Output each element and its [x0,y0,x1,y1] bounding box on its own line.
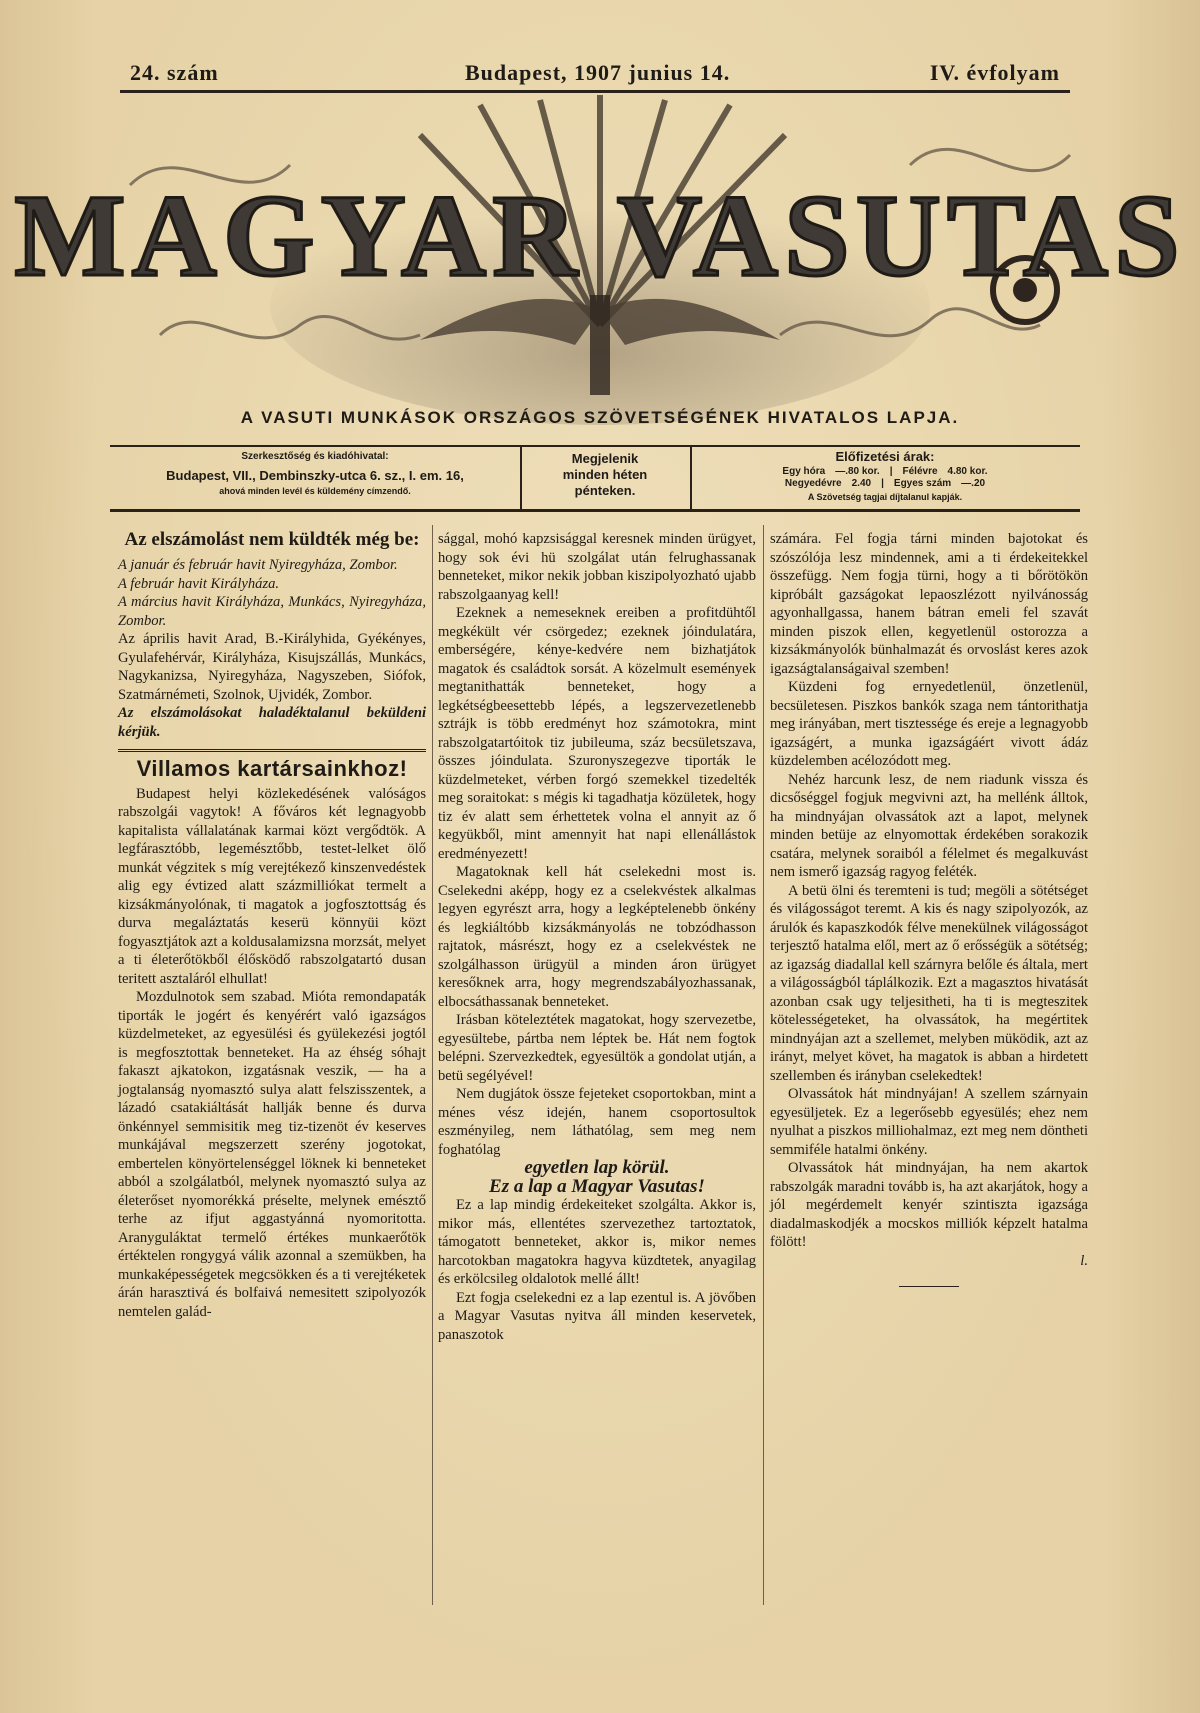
info-bar [110,445,1080,512]
issue-number: 24. szám [130,60,219,85]
editorial-address: Budapest, VII., Dembinszky-utca 6. sz., I. em. 16, [166,468,464,483]
prices-table [690,466,1080,490]
editorial-office [110,447,522,509]
end-rule [899,1286,959,1287]
notice-footer: Az elszámolásokat haladéktalanul beküldeni kérjük. [118,705,426,740]
article-banner: Ez a lap a Magyar Vasutas! [489,1175,705,1197]
article-paragraph: Nehéz harcunk lesz, de nem riadunk vissza és dicsőséggel fogjuk megvivni azt, ha mellénk álltok, ha mindnyájan olvassátok azt a lapot, melynek minden betüje az elnyomottak érdekében sorakozik csatára, melynek soraiból a félelmet és megalkuvást nem ismerő igazság ragyog feléték. [770,771,1088,880]
price-value: 4.80 kor. [947,466,988,477]
article-paragraph: Budapest helyi közlekedésének valóságos rabszolgái vagytok! A főváros két legnagyobb kapitalista vállalatának karmai közt vergődtök. A legfárasztóbb, legemésztőbb, testet-lelket ölő munkát végzitek s míg verejtékező kinszenvedéstek alig egy évtized alatt százmilliókat termelt a kizsákmányolónak, ti magatok a jogfosztottság és durva megaláztatás keserü könnyüi közt fogyasztjátok azt a koldusalamizsna morzsát, melyet a ti életerőtökből élősködő rabszolgatartó dusan teritett asztaláról elhullat! [118,785,426,987]
article-paragraph: Magatoknak kell hát cselekedni most is. Cselekedni aképp, hogy ez a cselekvéstek alkalmas legyen egyrészt arra, hogy a legképtelenebb önkény és legkiáltóbb kizsákmányolás ne tobzódhasson rajtatok, másrészt, hogy ez a cselekvéstek ne szolgálhasson ürügyül a minden áron ürügyet keresőknek arra, hogy megrendszabályozhassanak, elbocsáthassanak benneteket. [438,864,756,1010]
notice-item: A február havit Királyháza. [118,575,280,592]
article-paragraph: Mozdulnotok sem szabad. Mióta remondapaták tiporták le jogért és kenyérért való igazságos küzdelmeteket, az egyesülési és gyülekezési jogtól is megfosztottak benneteket. Ha az éhség sóhajt fakaszt ajkatokon, izgatásnak veszik, — ha a jogtalanság nyomasztó sulya alatt felszisszentek, a lázadó csatakiáltását hallják benne és durva önkénnyel semmisitik meg tiz-tizenöt év keserves munkájával megszerzett szerény jogotokat, embertelen könyörtelenséggel löknek ki benneteket abból a szolgálatból, melynek nyomasztó sulya az életerőset nyomorékká préselte, melynek emésztő terhe az ifjut aggastyánná nyomoritotta. Aranyguláktat termelő értékes munkaerőtök értéktelen rongygyá válik azonnal a szemükben, ha munkaképességetek megcsökken és a ti verejtéketek árán harasztivá és bolfaivá nemesitett szipolyozók nemtelen galád- [118,989,426,1320]
column-2 [438,530,756,1344]
article-banner: egyetlen lap körül. [524,1157,670,1178]
appears-line-2: minden héten [562,467,648,482]
article-paragraph: Ez a lap mindig érdekeiteket szolgálta. Akkor is, mikor más, ellentétes szervezethez tartoztatok, támogatott benneteket, akkor is, mikor nemes harcotokban magatokra hagyva küzdtetek, anyagilag és erkölcsileg oldalotok mellé állt! [438,1197,756,1287]
price-row-2: Negyedévre 2.40 | Egyes szám —.20 [784,478,986,489]
article-paragraph: Küzdeni fog ernyedetlenül, önzetlenül, becsületesen. Piszkos bankók szaga nem tántorithatja meg irányában, mert tisztessége és ereje a legnagyobb igazságért, a munka igazságáért vivott ádáz küzdelemben acélozódott meg. [770,679,1088,769]
article-paragraph: számára. Fel fogja tárni minden bajotokat és szószólója lesz mindennek, ami a ti érdekeitekkel összefügg. Nem fogja türni, hogy a ti bőrötökön kipróbált gazságokat lepaoszlézott nyilvánosság agyonhallgassa, hanem bátran emeli fel szavát minden piszok ellen, kegyetlenül ostorozza a kizsákmányolók bünhalmazát és orvoslást keres azok igazságtalanságaival szemben! [770,531,1088,677]
notice-item: Az április havit Arad, B.-Királyhida, Gyékényes, Gyulafehérvár, Királyháza, Kisujszállás, Munkács, Nagykanizsa, Nyiregyháza, Nagyszeben, Siófok, Szatmárnémeti, Szolnok, Ujvidék, Zombor. [118,631,426,703]
price-label: Félévre [902,466,938,477]
column-1 [118,530,426,1321]
article-paragraph: Olvassátok hát mindnyájan, ha nem akartok rabszolgák maradni tovább is, ha azt akarjátok, hogy a jól megérdemelt kenyér szintiszta igazsága diadalmaskodjék a mocskos milliók képzelt hatalma fölött! [770,1160,1088,1250]
column-divider [763,525,764,1605]
column-divider [432,525,433,1605]
price-value: —.20 [961,478,986,489]
article-paragraph: Ezeknek a nemeseknek ereiben a profitdühtől megkékült vér csörgedez; ezeknek jóindulatára, emberségére, kénye-kedvére nem bizhatjátok magatok és családtok sorsát. A közelmult események megtanithatták benneteket, hogy a legkétségbeesettebb lépés, a legszervezetlenebb sztrájk is több eredményt hoz számotokra, mint rabszolgatartóitok tiz jubileuma, száz becsületszava, összes jóindulata. Szuronyszegezve tiporták le küzdelmeteket, vérben forgó szemekkel tizedelték meg soraitokat: s mégis ki tagadhatja közületek, hogy tiz év alatt sem érhettetek volna el annyit az ő kegyükből, mint amennyit hat napi ellenállástok eredményezett! [438,605,756,862]
article-paragraph: Olvassátok hát mindnyájan! A szellem szárnyain egyesüljetek. Ez a legerősebb egyesülés; ehez nem nyulhat a piszkos milliohalmaz, ezt meg nem döntheti semmiféle hatalmi önkény. [770,1086,1088,1158]
price-label: Egyes szám [893,478,952,489]
article-paragraph: sággal, mohó kapzsisággal keresnek minden ürügyet, hogy sok évi hü szolgálat után felrughassanak benneteket, mikor nekik jobban kiszipolyozható ujabb rabszolgaanyag kell! [438,531,756,603]
top-header-line [120,60,1070,93]
editorial-label: Szerkesztőség és kiadóhivatal: [241,451,389,462]
appears-line-3: pénteken. [574,483,636,498]
price-label: Egy hóra [782,466,826,477]
notice-item: A március havit Királyháza, Munkács, Nyiregyháza, Zombor. [118,594,426,629]
prices-note: A Szövetség tagjai díjtalanul kapják. [807,492,963,502]
notice-item: A január és február havit Nyiregyháza, Zombor. [118,557,398,573]
issue-date: Budapest, 1907 junius 14. [465,60,731,85]
masthead-title: MAGYAR VASUTAS [14,170,1186,301]
article-paragraph: Irásban köteleztétek magatokat, hogy szervezetbe, egyesültebe, pártba nem léptek be. Hát nem fogtok belépni. Szervezkedtek, egyesültök a gondolat utján, a betü segélyével! [438,1012,756,1084]
masthead-subtitle: A VASUTI MUNKÁSOK ORSZÁGOS SZÖVETSÉGÉNEK HIVATALOS LAPJA. [240,408,960,427]
price-value: 2.40 [851,478,872,489]
price-label: Negyedévre [784,478,842,489]
masthead [14,95,1186,400]
subscription-prices [690,447,1080,509]
article-headline: Villamos kartársainkhoz! [136,756,408,781]
masthead-illustration [14,95,1186,400]
column-3 [770,530,1088,1287]
publication-schedule [520,447,692,509]
price-value: —.80 kor. [835,466,880,477]
notice-title: Az elszámolást nem küldték még be: [124,529,420,550]
author-signature: l. [1080,1252,1088,1269]
article-paragraph: A betü ölni és teremteni is tud; megöli a sötétséget és világosságot teremt. A kis és nagy szipolyozók, az árulók és kapaszkodók félve menekülnek világosságot terjesztő hatalma elől, mert az ő erősségük a sötétség; az igazság diadallal kell szárnyra belőle és általa, mert a világosságból táplálkozik. Ezt a magasztos hivatását azonban csak ugy teljesitheti, ha ti is megteszitek kötelességeteket, ha olvassátok, ha megértitek mindnyájan azt a szellemet, melyben müködik, azt az irányt, melyet követ, ha magatok is abban a hirdetett szellemben és irányban cselekedtek! [770,882,1088,1084]
editorial-note: ahová minden levél és küldemény címzendő. [219,486,411,496]
article-paragraph: Nem dugjátok össze fejeteket csoportokban, mint a ménes vész idején, hanem csoportosultok eszményileg, nem láthatólag, sem meg nem foghatólag [438,1086,756,1158]
appears-line-1: Megjelenik [571,451,639,466]
volume-year: IV. évfolyam [929,60,1060,85]
article-paragraph: Ezt fogja cselekedni ez a lap ezentul is. A jövőben a Magyar Vasutas nyitva áll minden keservetek, panaszotok [438,1289,756,1343]
price-row-1: Egy hóra —.80 kor. | Félévre 4.80 kor. [782,466,988,477]
prices-title: Előfizetési árak: [835,449,935,464]
section-divider [118,749,426,752]
